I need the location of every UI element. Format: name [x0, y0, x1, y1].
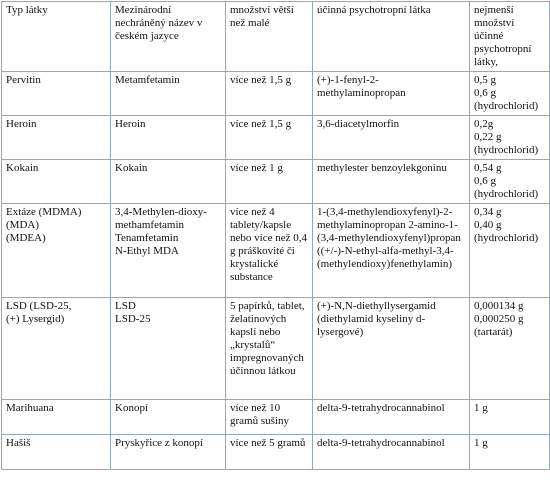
cell-minimum-amount-line: 0,6 g	[474, 175, 496, 187]
cell-international-name-line: Tenamfetamin	[115, 232, 179, 244]
cell-international-name-line: Metamfetamin	[115, 74, 180, 86]
cell-minimum-amount-line: 0,34 g	[474, 206, 502, 218]
cell-international-name-line: LSD	[115, 300, 136, 312]
cell-active-substance	[313, 72, 470, 116]
cell-international-name	[111, 400, 226, 435]
cell-active-substance	[313, 204, 470, 298]
cell-minimum-amount-line: 0,2g	[474, 118, 494, 130]
cell-international-name-line: LSD-25	[115, 313, 151, 325]
cell-quantity	[226, 435, 313, 470]
cell-international-name	[111, 116, 226, 160]
cell-minimum-amount-line: 0,22 g	[474, 131, 502, 143]
header-minimum-active-amount: nejmenší množství účinné psychotropní látky,	[470, 2, 550, 72]
cell-international-name-line: Heroin	[115, 118, 146, 130]
cell-quantity	[226, 160, 313, 204]
cell-minimum-amount-line: 0,5 g	[474, 74, 496, 86]
cell-international-name	[111, 298, 226, 400]
cell-international-name	[111, 204, 226, 298]
cell-substance-type	[2, 116, 111, 160]
header-quantity-greater-than-small: množství větší než malé	[226, 2, 313, 72]
cell-quantity	[226, 116, 313, 160]
table-row	[2, 204, 550, 298]
cell-minimum-amount-line: 0,40 g	[474, 219, 502, 231]
cell-active-substance-text: 3,6-diacetylmorfin	[317, 118, 400, 130]
cell-substance-type-line: (+) Lysergid)	[6, 313, 65, 325]
cell-substance-type-line: Pervitin	[6, 74, 41, 86]
cell-international-name-line: Konopí	[115, 402, 148, 414]
header-substance-type: Typ látky	[2, 2, 111, 72]
cell-minimum-amount-line: 1 g	[474, 402, 488, 414]
cell-international-name-line: N-Ethyl MDA	[115, 245, 179, 257]
cell-international-name	[111, 435, 226, 470]
table-row	[2, 400, 550, 435]
table-body	[2, 72, 550, 470]
cell-minimum-amount	[470, 435, 550, 470]
cell-quantity-text: více než 1,5 g	[230, 74, 292, 86]
cell-substance-type	[2, 160, 111, 204]
cell-minimum-amount	[470, 400, 550, 435]
cell-substance-type	[2, 400, 111, 435]
cell-minimum-amount	[470, 116, 550, 160]
table-header-row	[2, 2, 550, 72]
cell-active-substance-text: 1-(3,4-methylendioxyfenyl)-2- methylaminopropan 2-amino-1-(3,4-methylendioxyfenyl)propan ((+/-)-N-ethyl-alfa-methyl-3,4-(methylendioxy)fenethylamin)	[317, 206, 461, 270]
cell-substance-type	[2, 298, 111, 400]
cell-active-substance	[313, 116, 470, 160]
cell-substance-type-line: Heroin	[6, 118, 37, 130]
cell-active-substance-text: delta-9-tetrahydrocannabinol	[317, 437, 445, 449]
cell-minimum-amount-line: (hydrochlorid)	[474, 144, 539, 156]
cell-quantity-text: více než 1 g	[230, 162, 283, 174]
cell-minimum-amount-line: (hydrochlorid)	[474, 188, 539, 200]
cell-international-name-line: methamfetamin	[115, 219, 185, 231]
cell-substance-type-line: (MDA)	[6, 219, 39, 231]
cell-international-name-line: Pryskyřice z konopí	[115, 437, 203, 449]
cell-substance-type	[2, 435, 111, 470]
cell-active-substance	[313, 400, 470, 435]
table-row	[2, 72, 550, 116]
cell-international-name-line: Kokain	[115, 162, 148, 174]
cell-active-substance-text: (+)-1-fenyl-2-methylaminopropan	[317, 74, 406, 99]
cell-international-name	[111, 160, 226, 204]
cell-international-name-line: 3,4-Methylen-dioxy-	[115, 206, 207, 218]
cell-substance-type-line: Kokain	[6, 162, 39, 174]
cell-active-substance-text: methylester benzoylekgoninu	[317, 162, 447, 174]
cell-active-substance	[313, 298, 470, 400]
cell-quantity-text: více než 1,5 g	[230, 118, 292, 130]
cell-substance-type-line: Hašiš	[6, 437, 31, 449]
cell-minimum-amount	[470, 298, 550, 400]
cell-minimum-amount	[470, 204, 550, 298]
cell-active-substance	[313, 435, 470, 470]
cell-substance-type-line: Marihuana	[6, 402, 54, 414]
cell-quantity-text: 5 papírků, tablet, želatinových kapslí nebo „krystalů“ impregnovaných účinnou látkou	[230, 300, 305, 377]
cell-minimum-amount-line: (tartarát)	[474, 326, 513, 338]
cell-minimum-amount-line: 0,000250 g	[474, 313, 524, 325]
cell-substance-type	[2, 204, 111, 298]
cell-substance-type-line: (MDEA)	[6, 232, 46, 244]
cell-substance-type	[2, 72, 111, 116]
cell-quantity-text: více než 5 gramů	[230, 437, 306, 449]
cell-minimum-amount-line: 0,6 g	[474, 87, 496, 99]
cell-international-name	[111, 72, 226, 116]
cell-active-substance-text: (+)-N,N-diethyllysergamid (diethylamid kyseliny d-lysergové)	[317, 300, 436, 338]
header-international-name: Mezinárodní nechráněný název v českém jazyce	[111, 2, 226, 72]
header-active-psychotropic-substance: účinná psychotropní látka	[313, 2, 470, 72]
cell-active-substance-text: delta-9-tetrahydrocannabinol	[317, 402, 445, 414]
table-row	[2, 116, 550, 160]
cell-active-substance	[313, 160, 470, 204]
cell-quantity	[226, 72, 313, 116]
cell-minimum-amount	[470, 72, 550, 116]
cell-minimum-amount-line: (hydrochlorid)	[474, 100, 539, 112]
table-row	[2, 160, 550, 204]
cell-minimum-amount-line: 0,54 g	[474, 162, 502, 174]
cell-substance-type-line: LSD (LSD-25,	[6, 300, 72, 312]
cell-minimum-amount-line: 1 g	[474, 437, 488, 449]
cell-quantity-text: více než 10 gramů sušiny	[230, 402, 289, 427]
cell-substance-type-line: Extáze (MDMA)	[6, 206, 82, 218]
cell-quantity-text: více než 4 tablety/kapsle nebo více než 0,4 g práškovité či krystalické substance	[230, 206, 307, 283]
drug-quantities-table	[1, 1, 550, 470]
cell-quantity	[226, 400, 313, 435]
cell-minimum-amount	[470, 160, 550, 204]
table-row	[2, 435, 550, 470]
cell-quantity	[226, 298, 313, 400]
table-row	[2, 298, 550, 400]
cell-minimum-amount-line: (hydrochlorid)	[474, 232, 539, 244]
cell-quantity	[226, 204, 313, 298]
cell-minimum-amount-line: 0,000134 g	[474, 300, 524, 312]
